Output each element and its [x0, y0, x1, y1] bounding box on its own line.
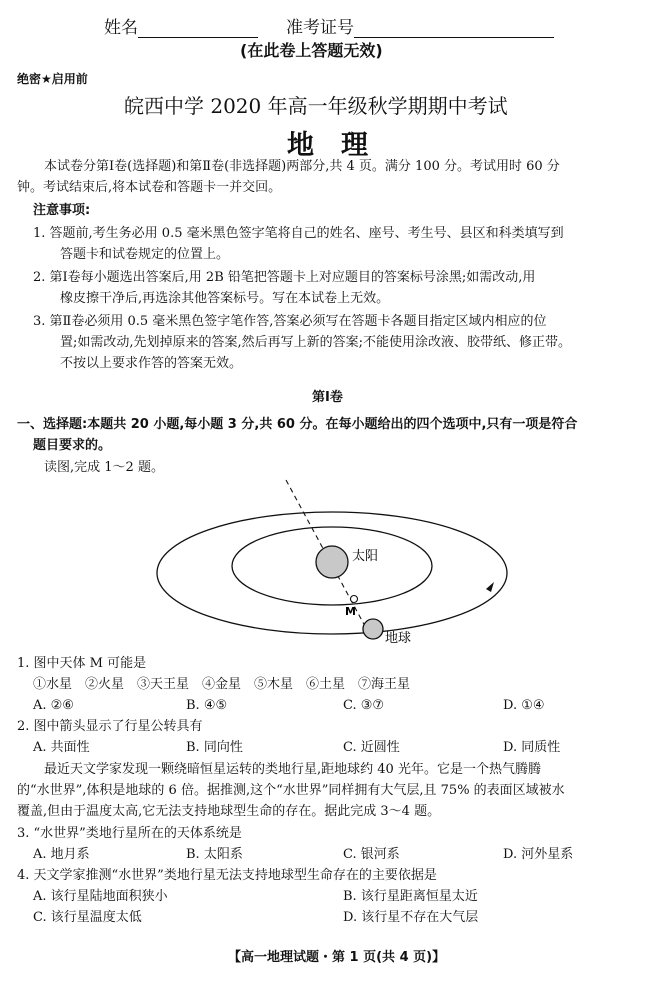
- q4-option-c[interactable]: C. 该行星温度太低: [33, 910, 142, 925]
- invalid-note: (在此卷上答题无效): [240, 41, 383, 60]
- q2-option-a[interactable]: A. 共面性: [33, 740, 90, 755]
- passage-line-1: 最近天文学家发现一颗绕暗恒星运转的类地行星,距地球约 40 光年。它是一个热气腾腾: [44, 762, 541, 777]
- sun-label: 太阳: [352, 549, 379, 564]
- solar-orbit-diagram: [150, 478, 520, 650]
- exam-id-blank[interactable]: [354, 21, 554, 38]
- read-prompt: 读图,完成 1～2 题。: [44, 460, 164, 475]
- note-line-2: 答题卡和试卷规定的位置上。: [60, 247, 230, 262]
- notes-title: 注意事项:: [33, 203, 91, 218]
- q1-stem: 1. 图中天体 M 可能是: [17, 656, 147, 671]
- planet-m: [351, 596, 358, 603]
- passage-line-3: 覆盖,但由于温度太高,它无法支持地球型生命的存在。据此完成 3～4 题。: [17, 804, 441, 819]
- name-blank[interactable]: [138, 21, 258, 38]
- q2-stem: 2. 图中箭头显示了行星公转具有: [17, 719, 203, 734]
- page-footer: 【高一地理试题・第 1 页(共 4 页)】: [228, 950, 446, 965]
- q4-option-d[interactable]: D. 该行星不存在大气层: [343, 910, 479, 925]
- subject-title: 地 理: [287, 130, 368, 161]
- exam-title: 皖西中学 2020 年高一年级秋学期期中考试: [124, 94, 508, 118]
- m-label: M: [345, 605, 356, 618]
- earth-body: [363, 619, 383, 639]
- orbit-direction-arrow: [486, 582, 494, 592]
- q4-option-a[interactable]: A. 该行星陆地面积狭小: [33, 889, 168, 904]
- q1-option-b[interactable]: B. ④⑤: [186, 698, 228, 713]
- q2-option-c[interactable]: C. 近圆性: [343, 740, 400, 755]
- q3-option-a[interactable]: A. 地月系: [33, 847, 90, 862]
- q1-option-d[interactable]: D. ①④: [503, 698, 545, 713]
- q1-items: ①水星 ②火星 ③天王星 ④金星 ⑤木星 ⑥土星 ⑦海王星: [33, 677, 411, 692]
- q4-option-b[interactable]: B. 该行星距离恒星太近: [343, 889, 478, 904]
- note-line-4: 橡皮擦干净后,再选涂其他答案标号。写在本试卷上无效。: [60, 291, 390, 306]
- intro-line-1: 本试卷分第Ⅰ卷(选择题)和第Ⅱ卷(非选择题)两部分,共 4 页。满分 100 分。考试用时 60 分: [44, 159, 560, 174]
- note-line-5: 3. 第Ⅱ卷必须用 0.5 毫米黑色签字笔作答,答案必须写在答题卡各题目指定区域内相应的位: [33, 314, 547, 329]
- note-line-6: 置;如需改动,先划掉原来的答案,然后再写上新的答案;不能使用涂改液、胶带纸、修正带。: [60, 335, 572, 350]
- q1-option-c[interactable]: C. ③⑦: [343, 698, 385, 713]
- note-line-7: 不按以上要求作答的答案无效。: [60, 356, 243, 371]
- exam-id-label: 准考证号: [286, 18, 354, 38]
- passage-line-2: 的“水世界”,体积是地球的 6 倍。据推测,这个“水世界”同样拥有大气层,且 75% 的表面区域被水: [17, 783, 565, 798]
- name-field[interactable]: [104, 13, 258, 38]
- section-title: 第Ⅰ卷: [312, 390, 343, 405]
- instruction-line-1: 一、选择题:本题共 20 小题,每小题 3 分,共 60 分。在每小题给出的四个选项中,只有一项是符合: [17, 417, 578, 432]
- q3-option-c[interactable]: C. 银河系: [343, 847, 400, 862]
- q2-option-d[interactable]: D. 同质性: [503, 740, 561, 755]
- q3-option-b[interactable]: B. 太阳系: [186, 847, 243, 862]
- exam-id-field[interactable]: [286, 13, 554, 38]
- earth-label: 地球: [385, 631, 412, 646]
- sun-body: [316, 546, 348, 578]
- name-label: 姓名: [104, 18, 138, 38]
- q3-option-d[interactable]: D. 河外星系: [503, 847, 574, 862]
- q2-option-b[interactable]: B. 同向性: [186, 740, 243, 755]
- q3-stem: 3. “水世界”类地行星所在的天体系统是: [17, 826, 242, 841]
- intro-line-2: 钟。考试结束后,将本试卷和答题卡一并交回。: [17, 180, 282, 195]
- instruction-line-2: 题目要求的。: [33, 438, 112, 453]
- q4-stem: 4. 天文学家推测“水世界”类地行星无法支持地球型生命存在的主要依据是: [17, 868, 437, 883]
- note-line-1: 1. 答题前,考生务必用 0.5 毫米黑色签字笔将自己的姓名、座号、考生号、县区和科类填写到: [33, 226, 564, 241]
- note-line-3: 2. 第Ⅰ卷每小题选出答案后,用 2B 铅笔把答题卡上对应题目的答案标号涂黑;如需改动,用: [33, 270, 536, 285]
- secret-mark: 绝密★启用前: [17, 72, 88, 86]
- q1-option-a[interactable]: A. ②⑥: [33, 698, 74, 713]
